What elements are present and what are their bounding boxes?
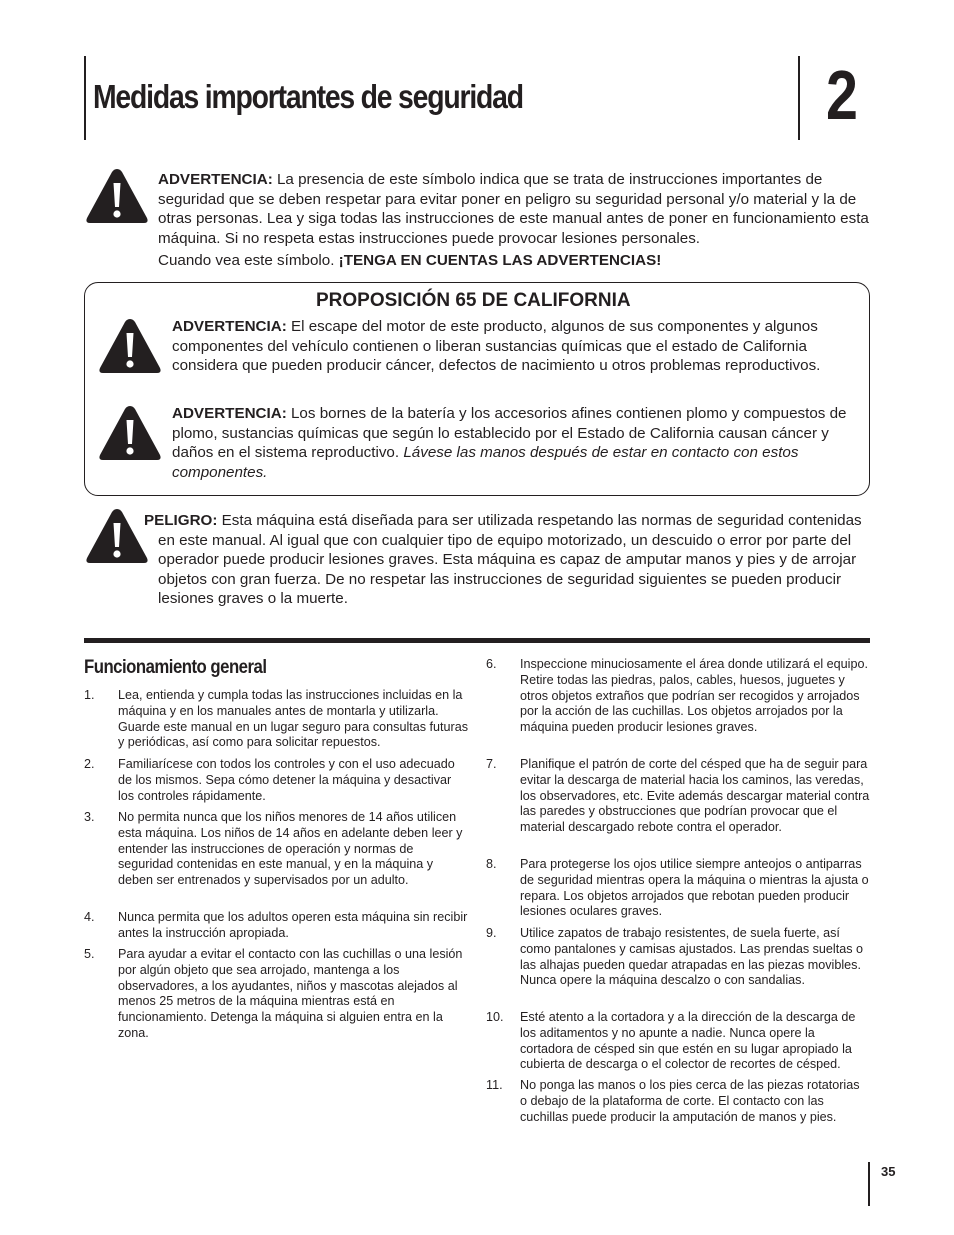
list-item-number: 11.: [486, 1078, 503, 1092]
warning-line2-emphasis: ¡TENGA EN CUENTAS LAS ADVERTENCIAS!: [338, 252, 662, 269]
warning-triangle-icon: [84, 166, 150, 226]
list-item-number: 7.: [486, 757, 497, 771]
prop65-warning-2-italic: Lávese las manos después de estar en contacto con estos componentes.: [172, 444, 799, 481]
list-item: [486, 757, 870, 836]
page-number: 35: [881, 1164, 896, 1179]
prop65-warning-2-label: ADVERTENCIA:: [172, 405, 287, 422]
chapter-number: 2: [826, 56, 858, 134]
list-item-number: 2.: [84, 757, 95, 771]
list-item: [486, 926, 870, 989]
list-item-number: 4.: [84, 910, 95, 924]
page-title: Medidas importantes de seguridad: [93, 78, 523, 115]
list-item: [486, 1078, 870, 1125]
list-item-number: 1.: [84, 688, 95, 702]
danger-label: PELIGRO:: [144, 512, 218, 529]
danger-text: [144, 511, 872, 609]
list-item-text: No ponga las manos o los pies cerca de las piezas rotatorias o debajo de la plataforma de corte. El contacto con las cuchillas puede producir la amputación de manos y pies.: [520, 1078, 860, 1124]
list-item: [486, 657, 870, 736]
list-item: [84, 810, 470, 889]
list-item-text: Para ayudar a evitar el contacto con las cuchillas o una lesión por algún objeto que sea arrojado, mantenga a los observadores, a los ayudantes, niños y mascotas alejados al menos 25 metros de la máquina mientras está en funcionamiento. Detenga la máquina si alguien entra en la zona.: [118, 947, 463, 1040]
list-item: [486, 857, 870, 920]
list-item: [84, 947, 470, 1042]
page-number-rule: [868, 1162, 870, 1206]
main-warning-line2: [158, 251, 872, 271]
list-item-text: Familiarícese con todos los controles y con el uso adecuado de los mismos. Sepa cómo detener la máquina y desactivar los controles rápidamente.: [118, 757, 455, 803]
warning-body: La presencia de este símbolo indica que se trata de instrucciones importantes de seguridad que se deben respetar para evitar poner en peligro su seguridad personal y/o material y la de otras personas. Lea y siga todas las instrucciones de este manual antes de poner en funcionamiento esta máquina. Si no respeta estas instrucciones puede provocar lesiones personales.: [158, 171, 869, 247]
danger-triangle-icon: [84, 506, 150, 566]
list-item-text: Utilice zapatos de trabajo resistentes, de suela fuerte, así como pantalones y camisas ajustados. Las prendas sueltas o las alhajas pueden quedar atrapadas en las piezas movibles. Nunca opere la máquina descalzo o con sandalias.: [520, 926, 864, 988]
list-item-text: Para protegerse los ojos utilice siempre anteojos o antiparras de seguridad mientras opera la máquina o mientras la ajusta o repara. Los objetos arrojados que rebotan pueden producir lesiones oculares graves.: [520, 857, 869, 919]
warning-triangle-icon: [97, 316, 163, 376]
prop65-warning-2-body: Los bornes de la batería y los accesorios afines contienen plomo y compuestos de plomo, sustancias químicas que según lo establecido por el Estado de California causan cáncer y daños en el sistema reproductivo.: [172, 405, 847, 462]
list-item-number: 6.: [486, 657, 497, 671]
list-item-number: 9.: [486, 926, 497, 940]
list-item-text: Esté atento a la cortadora y a la dirección de la descarga de los aditamentos y no apunte a nadie. Nunca opere la cortadora de césped sin que estén en su lugar apropiado la cubierta de descarga o el colector de recortes de césped.: [520, 1010, 856, 1072]
list-item: [486, 1010, 870, 1073]
warning-triangle-icon: [97, 403, 163, 463]
main-warning-text: [158, 170, 872, 248]
list-item-text: Inspeccione minuciosamente el área donde utilizará el equipo. Retire todas las piedras, palos, cables, huesos, juguetes y otros objetos extraños que podrían ser recogidos y arrojados por la acción de las cuchillas. Los objetos arrojados por la máquina pueden producir lesiones graves.: [520, 657, 868, 735]
list-item-number: 5.: [84, 947, 95, 961]
list-item-number: 3.: [84, 810, 95, 824]
list-item: [84, 910, 470, 942]
warning-label: ADVERTENCIA:: [158, 171, 273, 188]
list-item-number: 8.: [486, 857, 497, 871]
section-rule: [84, 638, 870, 643]
prop65-warning-1: [172, 317, 858, 376]
list-item: [84, 757, 470, 804]
list-item: [84, 688, 470, 751]
list-item-text: Nunca permita que los adultos operen esta máquina sin recibir antes la instrucción apropiada.: [118, 910, 468, 940]
prop65-warning-1-label: ADVERTENCIA:: [172, 318, 287, 335]
title-rule-left: [84, 56, 86, 140]
warning-line2-text: Cuando vea este símbolo.: [158, 252, 339, 269]
list-item-text: Lea, entienda y cumpla todas las instrucciones incluidas en la máquina y en los manuales antes de montarla y utilizarla. Guarde este manual en un lugar seguro para consultas futuras y periódicas, así como para solicitar repuestos.: [118, 688, 469, 750]
section-heading: Funcionamiento general: [84, 656, 267, 678]
danger-body: Esta máquina está diseñada para ser utilizada respetando las normas de seguridad contenidas en este manual. Al igual que con cualquier tipo de equipo motorizado, un descuido o error por parte del operador puede producir lesiones graves. Esta máquina es capaz de amputar manos y pies y de arrojar objetos con gran fuerza. De no respetar las instrucciones de seguridad siguientes se pueden producir lesiones graves o la muerte.: [158, 512, 862, 608]
list-item-text: No permita nunca que los niños menores de 14 años utilicen esta máquina. Los niños de 14 años en adelante deben leer y entender las instrucciones de operación y normas de seguridad contenidas en este manual, y en la máquina y deben ser entrenados y supervisados por un adulto.: [118, 810, 463, 888]
title-rule-right: [798, 56, 800, 140]
prop65-title: PROPOSICIÓN 65 DE CALIFORNIA: [316, 290, 631, 311]
prop65-warning-1-body: El escape del motor de este producto, algunos de sus componentes y algunos componentes del vehículo contienen o liberan sustancias químicas que el estado de California considera que pueden producir cáncer, defectos de nacimiento u otros problemas reproductivos.: [172, 318, 821, 375]
list-item-text: Planifique el patrón de corte del césped que ha de seguir para evitar la descarga de material hacia los caminos, las veredas, los observadores, etc. Evite además descargar material contra las paredes y obstrucciones que podrían provocar que el material descargado rebote contra el operador.: [520, 757, 870, 835]
list-item-number: 10.: [486, 1010, 504, 1024]
prop65-warning-2: [172, 404, 858, 482]
